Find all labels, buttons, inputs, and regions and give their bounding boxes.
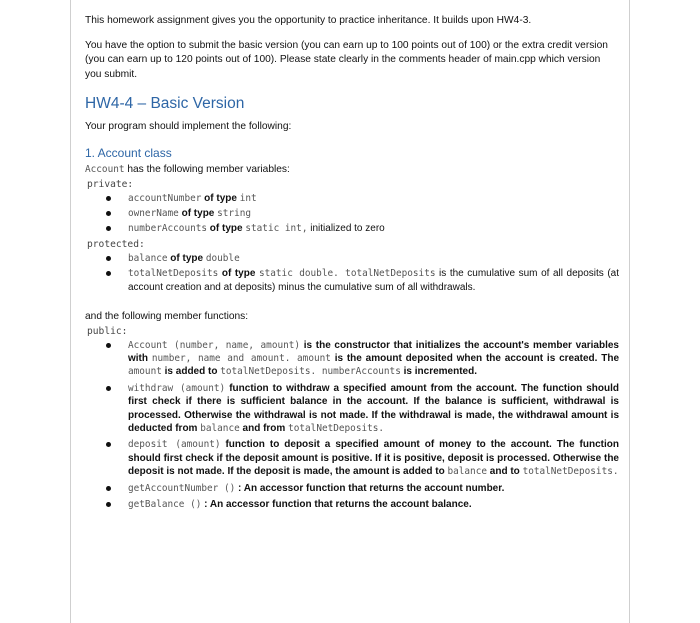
inline-code: amount [128,366,162,378]
inline-code: balance [200,423,240,435]
document-page [70,0,630,623]
function-signature-code: withdraw (amount) [128,382,226,394]
list-item [119,222,619,235]
list-item [119,382,619,436]
function-description: : An accessor function that returns the account balance. [201,499,472,511]
inline-code: balance [447,466,487,478]
member-type-label: of type [167,252,206,264]
intro-paragraph-1: This homework assignment gives you the opportunity to practice inheritance. It builds upon HW4-3. [85,15,532,26]
function-description: is the constructor that initializes the account's member variables with [128,339,619,364]
private-members-list [85,192,619,236]
list-item [119,339,619,379]
member-name-code: balance [128,252,168,264]
protected-keyword: protected: [87,238,145,250]
account-description-text: has the following member variables: [124,163,290,175]
function-description: is added to [161,366,221,378]
list-item [119,438,619,478]
member-name-code: totalNetDeposits [128,268,219,280]
inline-code: totalNetDeposits. [522,466,619,478]
member-name-code: ownerName [128,207,179,219]
member-note: is the cumulative sum of all deposits (at account creation and at deposits) minus the cumulative sum of all withdrawals. [128,268,619,293]
list-item [119,192,619,205]
function-description: : An accessor function that returns the account number. [235,482,505,494]
member-name-code: accountNumber [128,192,202,204]
function-description: and from [239,423,289,435]
private-keyword: private: [87,178,134,190]
account-description [85,163,619,178]
list-item [119,498,619,511]
function-signature-code: getBalance () [128,499,202,511]
inline-code: totalNetDeposits. numberAccounts [220,366,401,378]
member-type-code: string [217,207,252,219]
section-title: HW4-4 – Basic Version [85,95,245,113]
member-type-code: double [205,252,240,264]
list-item [119,207,619,220]
spacer [85,296,619,310]
public-functions-list [85,339,619,512]
function-description: is the amount deposited when the account is created. The [330,353,620,364]
function-signature-code: Account (number, name, amount) [128,339,301,351]
function-description: is incremented. [400,366,477,378]
member-type-label: of type [218,268,259,280]
function-description: function to deposit a specified amount of money to the account. The function should first check if the deposit amount is positive. If it is positive, deposit is processed. Otherwise the deposit is not made. If the deposit is made, the amount is added to [128,439,619,478]
public-keyword: public: [87,325,128,337]
list-item [119,267,619,294]
list-item [119,252,619,265]
intro-paragraph-2: You have the option to submit the basic version (you can earn up to 100 points out of 100) or the extra credit version (you can earn up to 120 points out of 100). Please state clearly in the comments header of main.cpp which version you submit. [85,39,608,80]
member-type-label: of type [178,207,218,219]
member-name-code: numberAccounts [128,223,208,235]
list-item [119,482,619,495]
member-type-code: static int, [245,223,308,235]
function-signature-code: deposit (amount) [128,439,221,451]
inline-code: number, name and amount. amount [151,353,331,364]
member-type-code: static double. totalNetDeposits [258,268,436,280]
inline-code: totalNetDeposits. [288,423,385,435]
function-description: and to [487,466,523,478]
function-description: function to withdraw a specified amount from the account. The function should first check if there is sufficient balance in the account. If the balance is sufficient, withdrawal is processed. Otherwise the withdrawal is not made. If the withdrawal is made, the withdrawal amount is deducted from [128,382,619,435]
functions-intro: and the following member functions: [85,311,249,322]
class-name-code: Account [85,163,125,175]
member-note: initialized to zero [307,223,385,235]
section-subtitle: Your program should implement the following: [85,121,292,133]
protected-members-list [85,252,619,294]
account-class-heading: 1. Account class [85,145,172,160]
member-type-label: of type [207,223,246,235]
member-type-label: of type [201,192,240,204]
function-signature-code: getAccountNumber () [128,482,236,494]
member-type-code: int [239,192,257,204]
